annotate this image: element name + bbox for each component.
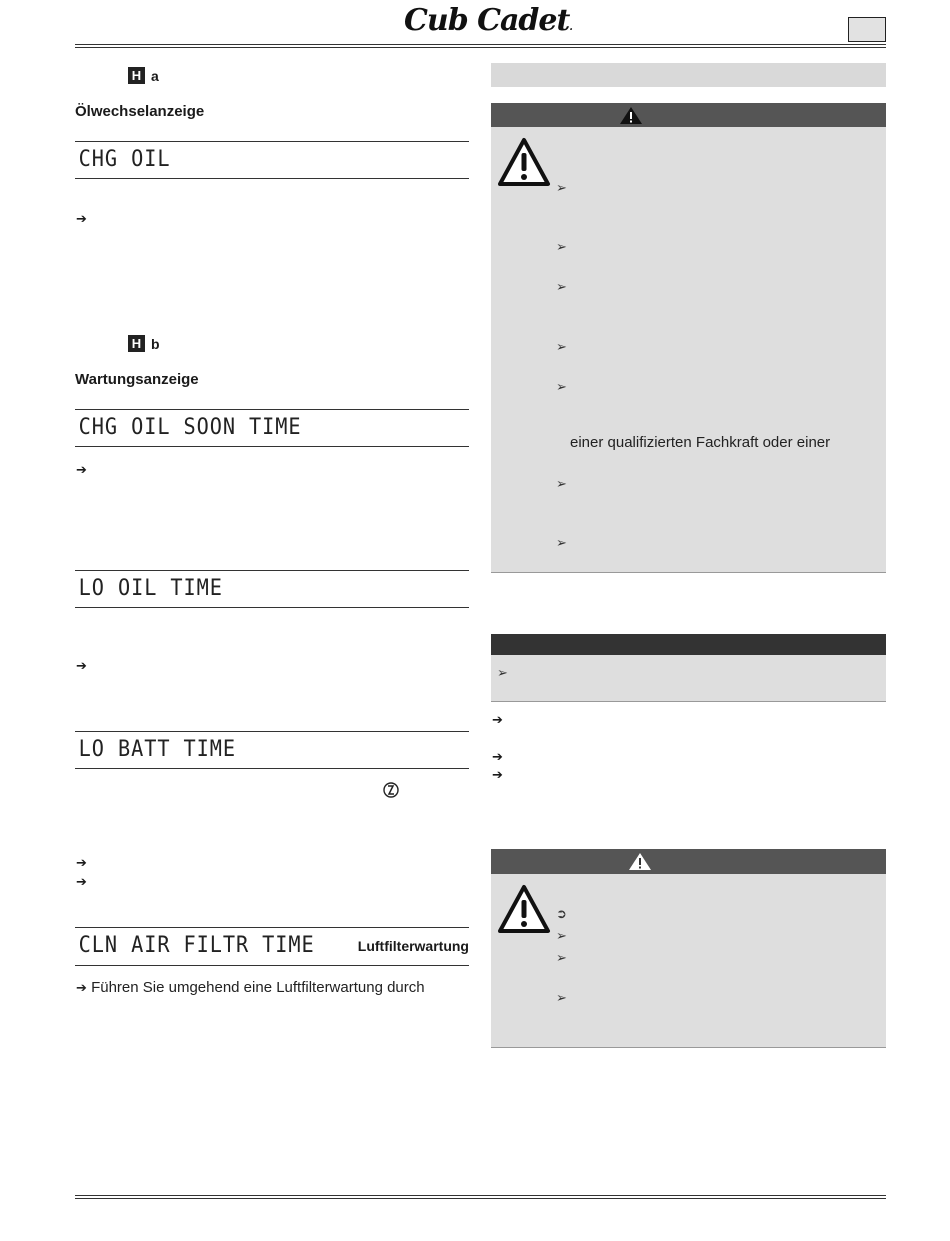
- chevron-icon: ➢: [556, 535, 567, 550]
- lcd-text: LO OIL TIME: [78, 576, 223, 601]
- chevron-icon: ➢: [556, 928, 567, 943]
- lcd-display-chg-oil: [75, 141, 469, 179]
- chevron-icon: ➢: [497, 665, 508, 680]
- page-number-box: [848, 17, 886, 42]
- clock-icon: [383, 782, 399, 798]
- lcd-text: LO BATT TIME: [78, 737, 236, 762]
- arrow-icon: ➔: [76, 211, 87, 226]
- section-a-marker: [128, 67, 159, 84]
- arrow-icon: ➔: [492, 749, 503, 764]
- warning-icon: [619, 106, 643, 125]
- warning-panel: [491, 874, 886, 1048]
- arrow-icon: ➔: [76, 855, 87, 870]
- arrow-icon: ➔: [76, 874, 87, 889]
- chevron-icon: ➢: [556, 239, 567, 254]
- section-letter: a: [151, 67, 159, 84]
- warning-icon: [628, 852, 652, 871]
- section-a-title: Ölwechselanzeige: [75, 103, 205, 120]
- chevron-icon: ➢: [556, 180, 567, 195]
- warning-header: [491, 103, 886, 127]
- arrow-icon: ➔: [76, 980, 87, 995]
- air-filter-instruction-text: Führen Sie umgehend eine Luftfilterwartung durch: [91, 979, 425, 996]
- chevron-icon: ➢: [556, 339, 567, 354]
- arrow-icon: ➔: [492, 767, 503, 782]
- warning-triangle-icon: [497, 137, 551, 187]
- lcd-text: CHG OIL: [78, 147, 171, 172]
- lcd-text: CHG OIL SOON TIME: [78, 415, 302, 440]
- chevron-icon: ➢: [556, 990, 567, 1005]
- note-panel: [491, 655, 886, 702]
- lcd-display-lo-oil: [75, 570, 469, 608]
- section-badge: H: [128, 335, 145, 352]
- section-letter: b: [151, 335, 160, 352]
- chevron-icon: ➢: [556, 379, 567, 394]
- arrow-icon: ➔: [76, 462, 87, 477]
- warning-header: [491, 849, 886, 874]
- air-filter-instruction: [76, 979, 425, 996]
- warning-text-fragment: einer qualifizierten Fachkraft oder einer: [570, 434, 831, 451]
- footer-rule: [75, 1195, 886, 1196]
- section-title-bar: [491, 63, 886, 87]
- chevron-icon: ➢: [556, 476, 567, 491]
- note-header: [491, 634, 886, 655]
- arrow-icon: ➔: [76, 658, 87, 673]
- brand-logo: [404, 4, 584, 38]
- return-icon: ➲: [556, 906, 567, 921]
- section-b-title: Wartungsanzeige: [75, 371, 199, 388]
- arrow-icon: ➔: [492, 712, 503, 727]
- warning-panel: [491, 127, 886, 573]
- section-b-marker: [128, 335, 160, 352]
- chevron-icon: ➢: [556, 950, 567, 965]
- section-badge: H: [128, 67, 145, 84]
- air-filter-label: Luftfilterwartung: [357, 938, 469, 954]
- brand-mark: .: [569, 22, 572, 33]
- header-rule-2: [75, 47, 886, 48]
- chevron-icon: ➢: [556, 279, 567, 294]
- footer-rule-2: [75, 1198, 886, 1199]
- lcd-display-chg-oil-soon: [75, 409, 469, 447]
- brand-name: Cub Cadet: [404, 3, 570, 38]
- lcd-display-lo-batt: [75, 731, 469, 769]
- header-rule: [75, 44, 886, 45]
- lcd-text: CLN AIR FILTR TIME: [78, 933, 315, 958]
- lcd-display-cln-air: [75, 927, 469, 966]
- warning-triangle-icon: [497, 884, 551, 934]
